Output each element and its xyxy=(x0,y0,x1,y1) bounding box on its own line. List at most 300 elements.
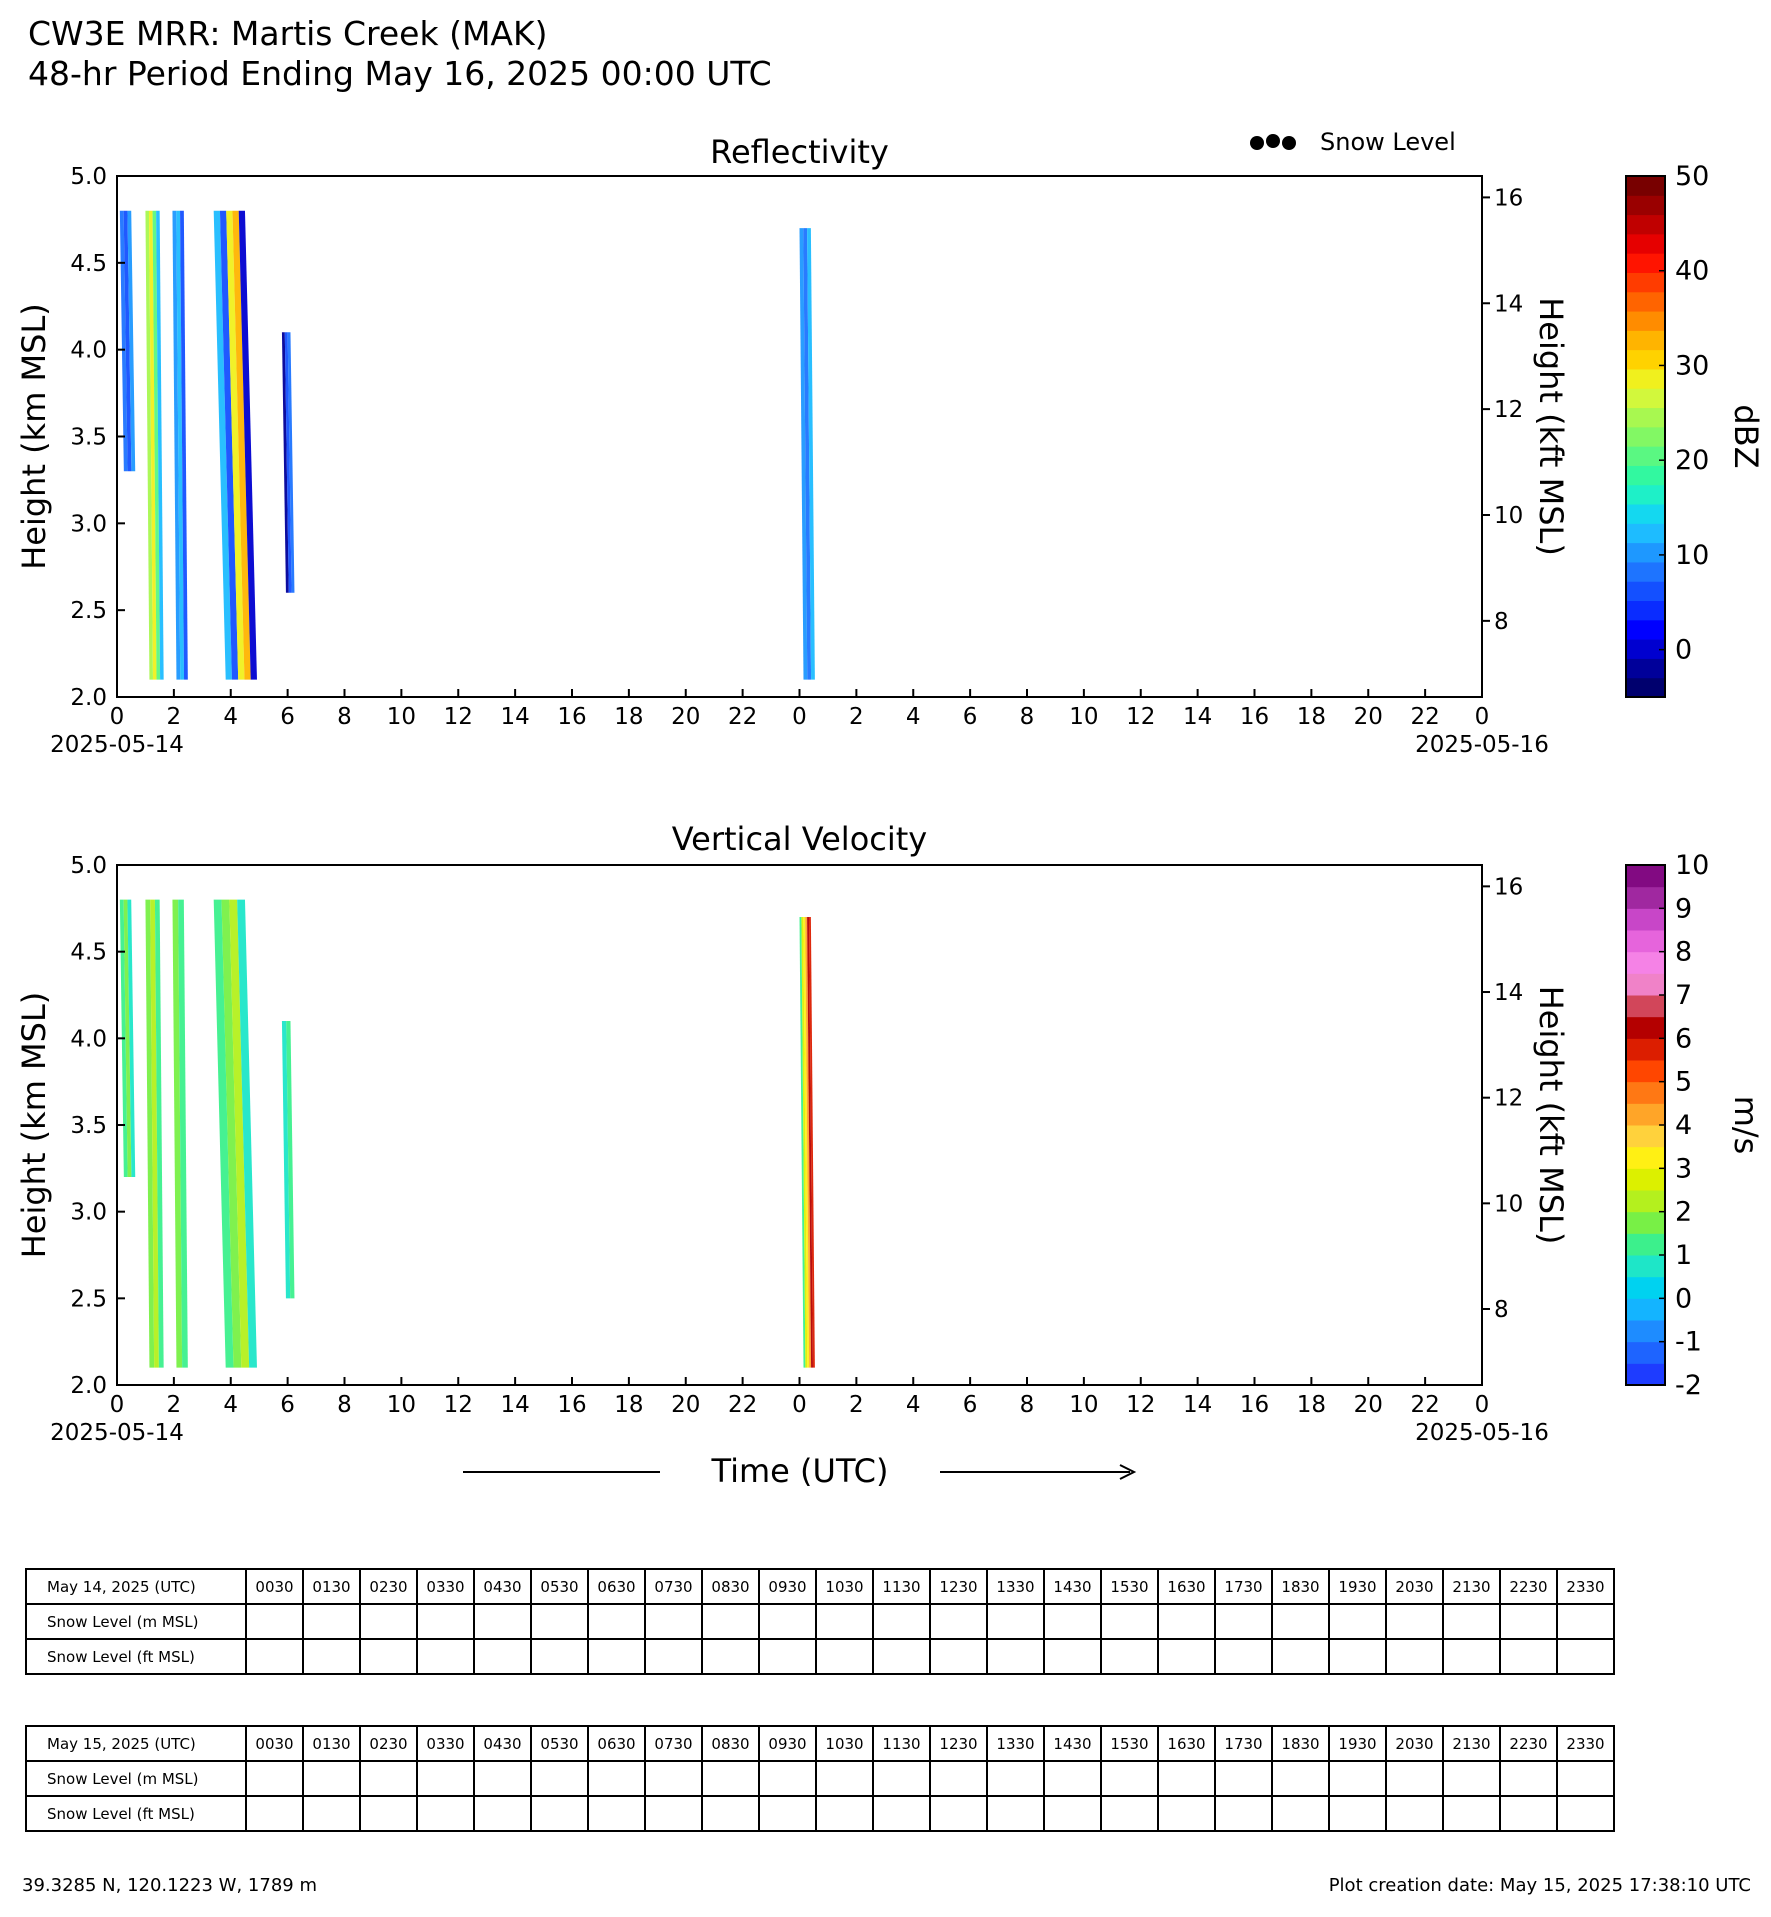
snow-level-cell xyxy=(759,1639,816,1674)
hour-header-cell: 0030 xyxy=(246,1726,303,1761)
hour-header-cell: 1530 xyxy=(1101,1569,1158,1604)
colorbar-segment xyxy=(1626,1125,1665,1147)
colorbar-segment xyxy=(1626,176,1665,196)
snow-level-marker xyxy=(1282,136,1296,150)
colorbar-segment xyxy=(1626,1038,1665,1060)
radar-echo-streak xyxy=(214,900,257,1368)
x-tick-label: 12 xyxy=(1126,704,1156,730)
snow-level-cell xyxy=(702,1761,759,1796)
colorbar-tick-label: 50 xyxy=(1675,161,1710,192)
x-tick-label: 2 xyxy=(849,1392,864,1418)
colorbar-segment xyxy=(1626,1190,1665,1212)
snow-level-cell xyxy=(303,1796,360,1831)
hour-header-cell: 1630 xyxy=(1158,1569,1215,1604)
colorbar-tick-label: 8 xyxy=(1675,936,1693,968)
title-line-1: CW3E MRR: Martis Creek (MAK) xyxy=(28,14,548,53)
snow-level-cell xyxy=(417,1639,474,1674)
snow-level-cell xyxy=(1158,1761,1215,1796)
snow-level-cell xyxy=(1044,1796,1101,1831)
hour-header-cell: 1330 xyxy=(987,1726,1044,1761)
table-row xyxy=(26,1569,1614,1604)
snow-level-ft-label: Snow Level (ft MSL) xyxy=(26,1639,246,1674)
y-right-tick-label: 8 xyxy=(1494,1297,1509,1324)
x-tick-label: 16 xyxy=(1239,704,1270,730)
colorbar-segment xyxy=(1626,952,1665,974)
snow-level-cell xyxy=(1557,1796,1614,1831)
hour-header-cell: 0330 xyxy=(417,1726,474,1761)
y-right-tick-label: 10 xyxy=(1494,1191,1524,1218)
table-date-header: May 15, 2025 (UTC) xyxy=(26,1726,246,1761)
colorbar-tick-label: 2 xyxy=(1675,1196,1693,1228)
snow-level-cell xyxy=(1557,1761,1614,1796)
colorbar-segment xyxy=(1626,408,1665,428)
snow-level-cell xyxy=(645,1604,702,1639)
colorbar-segment xyxy=(1626,1320,1665,1342)
colorbar-segment xyxy=(1626,272,1665,292)
y-tick-label: 5.0 xyxy=(70,853,107,879)
colorbar-segment xyxy=(1626,523,1665,543)
colorbar-segment xyxy=(1626,1342,1665,1364)
table-row xyxy=(26,1726,1614,1761)
hour-header-cell: 0430 xyxy=(474,1569,531,1604)
end-date-label: 2025-05-16 xyxy=(1415,1420,1549,1446)
snow-level-cell xyxy=(303,1604,360,1639)
x-tick-label: 8 xyxy=(337,1392,352,1418)
radar-echo-streak xyxy=(172,900,187,1368)
snow-level-marker xyxy=(1266,134,1280,148)
hour-header-cell: 0930 xyxy=(759,1569,816,1604)
snow-level-cell xyxy=(246,1796,303,1831)
x-tick-label: 22 xyxy=(727,704,758,730)
hour-header-cell: 0530 xyxy=(531,1569,588,1604)
y-tick-label: 2.5 xyxy=(70,598,107,625)
colorbar-segment xyxy=(1626,1103,1665,1125)
snow-level-cell xyxy=(816,1761,873,1796)
snow-level-cell xyxy=(987,1796,1044,1831)
hour-header-cell: 0130 xyxy=(303,1726,360,1761)
plot-frame xyxy=(117,176,1482,697)
hour-header-cell: 1830 xyxy=(1272,1726,1329,1761)
x-tick-label: 0 xyxy=(109,1392,125,1418)
snow-level-cell xyxy=(360,1761,417,1796)
snow-level-cell xyxy=(873,1639,930,1674)
hour-header-cell: 2230 xyxy=(1500,1726,1557,1761)
start-date-label: 2025-05-14 xyxy=(50,732,184,758)
x-tick-label: 6 xyxy=(280,704,295,730)
x-tick-label: 12 xyxy=(443,704,473,730)
y-tick-label: 2.0 xyxy=(70,685,107,711)
snow-level-cell xyxy=(303,1639,360,1674)
snow-level-cell xyxy=(360,1604,417,1639)
snow-level-cell xyxy=(1443,1796,1500,1831)
hour-header-cell: 1630 xyxy=(1158,1726,1215,1761)
x-tick-label: 14 xyxy=(1182,1392,1213,1418)
table-row xyxy=(26,1639,1614,1674)
colorbar-segment xyxy=(1626,465,1665,485)
snow-level-cell xyxy=(1557,1604,1614,1639)
snow-level-cell xyxy=(759,1604,816,1639)
colorbar-tick-label: 1 xyxy=(1675,1240,1693,1271)
radar-echo-streak xyxy=(800,917,815,1368)
hour-header-cell: 2230 xyxy=(1500,1569,1557,1604)
colorbar xyxy=(1626,850,1765,1401)
radar-echo-streak xyxy=(800,228,815,680)
hour-header-cell: 0130 xyxy=(303,1569,360,1604)
snow-level-cell xyxy=(816,1796,873,1831)
snow-level-legend xyxy=(1250,128,1456,156)
colorbar-segment xyxy=(1626,446,1665,466)
x-tick-label: 18 xyxy=(1296,704,1327,730)
colorbar-segment xyxy=(1626,292,1665,312)
snow-level-cell xyxy=(303,1761,360,1796)
radar-echo-streak xyxy=(282,332,295,593)
x-tick-label: 4 xyxy=(905,1392,921,1418)
colorbar-tick-label: 9 xyxy=(1675,893,1693,925)
hour-header-cell: 1830 xyxy=(1272,1569,1329,1604)
x-tick-label: 6 xyxy=(962,704,978,730)
y-tick-label: 2.5 xyxy=(70,1286,107,1313)
colorbar-segment xyxy=(1626,973,1665,995)
snow-level-cell xyxy=(930,1639,987,1674)
snow-level-cell xyxy=(1158,1639,1215,1674)
snow-level-cell xyxy=(1386,1639,1443,1674)
colorbar-segment xyxy=(1626,350,1665,370)
x-tick-label: 2 xyxy=(166,704,182,730)
snow-level-cell xyxy=(930,1604,987,1639)
snow-level-cell xyxy=(816,1604,873,1639)
hour-header-cell: 0530 xyxy=(531,1726,588,1761)
colorbar-tick-label: -1 xyxy=(1675,1326,1702,1358)
snow-level-cell xyxy=(474,1639,531,1674)
chart-title: Vertical Velocity xyxy=(671,820,928,858)
snow-level-cell xyxy=(816,1639,873,1674)
snow-level-cell xyxy=(588,1796,645,1831)
colorbar-segment xyxy=(1626,562,1665,582)
y-tick-label: 3.5 xyxy=(70,1113,107,1139)
snow-level-cell xyxy=(1215,1604,1272,1639)
y-right-tick-label: 10 xyxy=(1494,502,1524,529)
hour-header-cell: 2030 xyxy=(1386,1726,1443,1761)
colorbar-label: m/s xyxy=(1727,1095,1765,1155)
x-tick-label: 8 xyxy=(1019,704,1035,730)
colorbar-segment xyxy=(1626,887,1665,909)
time-axis-label-group xyxy=(463,1452,1134,1490)
x-tick-label: 16 xyxy=(557,704,587,730)
x-tick-label: 16 xyxy=(557,1392,587,1418)
x-tick-label: 4 xyxy=(223,1392,239,1418)
y-right-tick-label: 16 xyxy=(1494,185,1524,212)
hour-header-cell: 1030 xyxy=(816,1569,873,1604)
snow-level-cell xyxy=(360,1796,417,1831)
colorbar-segment xyxy=(1626,1255,1665,1277)
vertical-velocity-chart xyxy=(15,820,1765,1446)
snow-level-cell xyxy=(930,1796,987,1831)
hour-header-cell: 2030 xyxy=(1386,1569,1443,1604)
radar-echo-streak xyxy=(172,211,187,680)
snow-level-m-label: Snow Level (m MSL) xyxy=(26,1604,246,1639)
snow-level-cell xyxy=(1329,1796,1386,1831)
hour-header-cell: 2130 xyxy=(1443,1569,1500,1604)
colorbar-tick-label: 3 xyxy=(1675,1153,1693,1185)
hour-header-cell: 0330 xyxy=(417,1569,474,1604)
colorbar-segment xyxy=(1626,1060,1665,1082)
y-right-tick-label: 14 xyxy=(1494,291,1524,318)
colorbar-segment xyxy=(1626,427,1665,447)
y-right-tick-label: 14 xyxy=(1494,980,1524,1007)
y-right-axis-label: Height (kft MSL) xyxy=(1532,297,1570,556)
snow-level-cell xyxy=(1386,1604,1443,1639)
snow-level-cell xyxy=(1443,1639,1500,1674)
snow-level-cell xyxy=(474,1796,531,1831)
x-tick-label: 12 xyxy=(1126,1392,1156,1418)
snow-level-cell xyxy=(1215,1761,1272,1796)
snow-level-m-label: Snow Level (m MSL) xyxy=(26,1761,246,1796)
x-tick-label: 2 xyxy=(166,1392,182,1418)
colorbar-segment xyxy=(1626,1233,1665,1255)
hour-header-cell: 1130 xyxy=(873,1569,930,1604)
x-tick-label: 22 xyxy=(1410,1392,1440,1418)
snow-level-cell xyxy=(1500,1604,1557,1639)
snow-level-cell xyxy=(987,1604,1044,1639)
plot-frame xyxy=(117,865,1482,1385)
hour-header-cell: 0630 xyxy=(588,1726,645,1761)
colorbar-segment xyxy=(1626,620,1665,640)
x-tick-label: 6 xyxy=(962,1392,978,1418)
x-tick-label: 10 xyxy=(386,1392,417,1418)
snow-level-cell xyxy=(417,1761,474,1796)
hour-header-cell: 1930 xyxy=(1329,1726,1386,1761)
colorbar-tick-label: 30 xyxy=(1675,350,1710,382)
x-tick-label: 0 xyxy=(109,704,125,730)
snow-level-cell xyxy=(1101,1796,1158,1831)
hour-header-cell: 0230 xyxy=(360,1726,417,1761)
snow-level-cell xyxy=(1158,1604,1215,1639)
snow-level-table-may14 xyxy=(25,1568,1615,1675)
x-tick-label: 2 xyxy=(849,704,864,730)
reflectivity-chart xyxy=(15,133,1765,758)
y-right-tick-label: 12 xyxy=(1494,397,1524,424)
colorbar-segment xyxy=(1626,369,1665,389)
colorbar-segment xyxy=(1626,1212,1665,1234)
colorbar-tick-label: 4 xyxy=(1675,1110,1693,1141)
colorbar-tick-label: 40 xyxy=(1675,255,1710,287)
hour-header-cell: 1730 xyxy=(1215,1726,1272,1761)
snow-level-cell xyxy=(1557,1639,1614,1674)
chart-title: Reflectivity xyxy=(710,133,889,171)
snow-level-ft-label: Snow Level (ft MSL) xyxy=(26,1796,246,1831)
snow-level-cell xyxy=(1272,1761,1329,1796)
hour-header-cell: 2330 xyxy=(1557,1569,1614,1604)
snow-level-cell xyxy=(1500,1639,1557,1674)
snow-level-cell xyxy=(1044,1639,1101,1674)
x-tick-label: 10 xyxy=(1069,704,1099,730)
snow-level-cell xyxy=(246,1604,303,1639)
y-right-tick-label: 12 xyxy=(1494,1085,1524,1112)
colorbar-tick-label: 0 xyxy=(1675,634,1693,666)
snow-level-cell xyxy=(1386,1796,1443,1831)
colorbar-tick-label: 10 xyxy=(1675,539,1710,571)
x-tick-label: 14 xyxy=(1182,704,1213,730)
snow-level-cell xyxy=(1215,1796,1272,1831)
x-tick-label: 14 xyxy=(500,704,530,730)
snow-level-cell xyxy=(588,1761,645,1796)
snow-level-cell xyxy=(759,1796,816,1831)
snow-level-cell xyxy=(1101,1639,1158,1674)
colorbar-segment xyxy=(1626,1017,1665,1039)
y-tick-label: 5.0 xyxy=(70,164,107,190)
colorbar-segment xyxy=(1626,311,1665,331)
snow-level-cell xyxy=(645,1639,702,1674)
snow-level-cell xyxy=(246,1639,303,1674)
y-tick-label: 2.0 xyxy=(70,1373,107,1399)
snow-level-cell xyxy=(246,1761,303,1796)
x-tick-label: 18 xyxy=(614,1392,644,1418)
snow-level-cell xyxy=(873,1761,930,1796)
radar-echo-streak xyxy=(282,1021,295,1298)
hour-header-cell: 0630 xyxy=(588,1569,645,1604)
snow-level-cell xyxy=(531,1639,588,1674)
hour-header-cell: 0830 xyxy=(702,1726,759,1761)
hour-header-cell: 1430 xyxy=(1044,1569,1101,1604)
colorbar-segment xyxy=(1626,504,1665,524)
station-location: 39.3285 N, 120.1223 W, 1789 m xyxy=(22,1875,317,1896)
snow-level-cell xyxy=(702,1604,759,1639)
snow-level-cell xyxy=(930,1761,987,1796)
hour-header-cell: 1230 xyxy=(930,1726,987,1761)
x-tick-label: 4 xyxy=(905,704,921,730)
colorbar-segment xyxy=(1626,1147,1665,1169)
colorbar-segment xyxy=(1626,543,1665,563)
hour-header-cell: 1230 xyxy=(930,1569,987,1604)
colorbar-tick-label: 20 xyxy=(1675,445,1710,477)
x-tick-label: 6 xyxy=(280,1392,295,1418)
colorbar-segment xyxy=(1626,908,1665,930)
hour-header-cell: 1130 xyxy=(873,1726,930,1761)
y-tick-label: 4.0 xyxy=(70,1026,107,1053)
colorbar-tick-label: 7 xyxy=(1675,980,1693,1011)
title-line-2: 48-hr Period Ending May 16, 2025 00:00 UTC xyxy=(28,54,772,93)
x-tick-label: 20 xyxy=(671,1392,701,1418)
colorbar-segment xyxy=(1626,1298,1665,1320)
snow-level-cell xyxy=(702,1639,759,1674)
snow-level-cell xyxy=(1101,1761,1158,1796)
colorbar-tick-label: 10 xyxy=(1675,850,1710,881)
snow-level-cell xyxy=(1500,1761,1557,1796)
hour-header-cell: 1330 xyxy=(987,1569,1044,1604)
colorbar-segment xyxy=(1626,995,1665,1017)
y-tick-label: 3.5 xyxy=(70,424,107,451)
snow-level-cell xyxy=(1044,1761,1101,1796)
table-row xyxy=(26,1761,1614,1796)
snow-level-cell xyxy=(1500,1796,1557,1831)
snow-level-cell xyxy=(1215,1639,1272,1674)
snow-level-cell xyxy=(588,1639,645,1674)
colorbar-segment xyxy=(1626,658,1665,678)
snow-level-cell xyxy=(588,1604,645,1639)
hour-header-cell: 1730 xyxy=(1215,1569,1272,1604)
y-axis-label: Height (km MSL) xyxy=(15,303,53,570)
x-tick-label: 16 xyxy=(1239,1392,1270,1418)
x-tick-label: 20 xyxy=(671,704,701,730)
snow-level-cell xyxy=(645,1796,702,1831)
x-tick-label: 14 xyxy=(500,1392,530,1418)
colorbar-segment xyxy=(1626,865,1665,887)
colorbar-segment xyxy=(1626,678,1665,698)
snow-level-cell xyxy=(987,1761,1044,1796)
x-tick-label: 20 xyxy=(1353,704,1383,730)
colorbar-segment xyxy=(1626,330,1665,350)
snow-level-cell xyxy=(987,1639,1044,1674)
hour-header-cell: 1030 xyxy=(816,1726,873,1761)
hour-header-cell: 0030 xyxy=(246,1569,303,1604)
colorbar-segment xyxy=(1626,1168,1665,1190)
hour-header-cell: 0830 xyxy=(702,1569,759,1604)
x-tick-label: 0 xyxy=(1474,704,1490,730)
hour-header-cell: 0730 xyxy=(645,1726,702,1761)
colorbar-segment xyxy=(1626,1082,1665,1104)
hour-header-cell: 1530 xyxy=(1101,1726,1158,1761)
time-axis-label: Time (UTC) xyxy=(711,1452,889,1490)
radar-echo-streak xyxy=(145,900,163,1368)
colorbar xyxy=(1626,161,1765,698)
snow-level-cell xyxy=(474,1604,531,1639)
radar-echo-streak xyxy=(120,211,135,472)
colorbar-tick-label: -2 xyxy=(1675,1370,1702,1401)
colorbar-segment xyxy=(1626,485,1665,505)
x-tick-label: 20 xyxy=(1353,1392,1383,1418)
x-tick-label: 12 xyxy=(443,1392,473,1418)
snow-level-marker xyxy=(1250,136,1264,150)
snow-level-cell xyxy=(1329,1604,1386,1639)
radar-echo-streak xyxy=(145,211,163,680)
x-tick-label: 8 xyxy=(337,704,352,730)
y-right-tick-label: 16 xyxy=(1494,874,1524,901)
snow-level-cell xyxy=(531,1761,588,1796)
y-tick-label: 4.5 xyxy=(70,250,107,277)
snow-level-cell xyxy=(531,1796,588,1831)
snow-level-cell xyxy=(1272,1604,1329,1639)
y-axis-label: Height (km MSL) xyxy=(15,991,53,1259)
snow-level-cell xyxy=(531,1604,588,1639)
x-tick-label: 22 xyxy=(1410,704,1440,730)
snow-level-cell xyxy=(1329,1639,1386,1674)
x-tick-label: 0 xyxy=(792,1392,807,1418)
y-right-axis-label: Height (kft MSL) xyxy=(1532,985,1570,1245)
snow-level-cell xyxy=(417,1796,474,1831)
colorbar-segment xyxy=(1626,1363,1665,1385)
x-tick-label: 0 xyxy=(1474,1392,1490,1418)
snow-level-cell xyxy=(1101,1604,1158,1639)
hour-header-cell: 1930 xyxy=(1329,1569,1386,1604)
snow-level-cell xyxy=(1443,1604,1500,1639)
hour-header-cell: 0930 xyxy=(759,1726,816,1761)
x-tick-label: 18 xyxy=(614,704,644,730)
table-row xyxy=(26,1796,1614,1831)
snow-level-cell xyxy=(1386,1761,1443,1796)
hour-header-cell: 0230 xyxy=(360,1569,417,1604)
colorbar-segment xyxy=(1626,1277,1665,1299)
radar-echo-streak xyxy=(214,211,257,680)
colorbar-tick-label: 6 xyxy=(1675,1023,1693,1055)
hour-header-cell: 1430 xyxy=(1044,1726,1101,1761)
y-tick-label: 4.5 xyxy=(70,939,107,966)
snow-level-cell xyxy=(1158,1796,1215,1831)
start-date-label: 2025-05-14 xyxy=(50,1420,184,1446)
y-tick-label: 4.0 xyxy=(70,337,107,364)
hour-header-cell: 2130 xyxy=(1443,1726,1500,1761)
snow-level-cell xyxy=(1443,1761,1500,1796)
snow-level-cell xyxy=(474,1761,531,1796)
